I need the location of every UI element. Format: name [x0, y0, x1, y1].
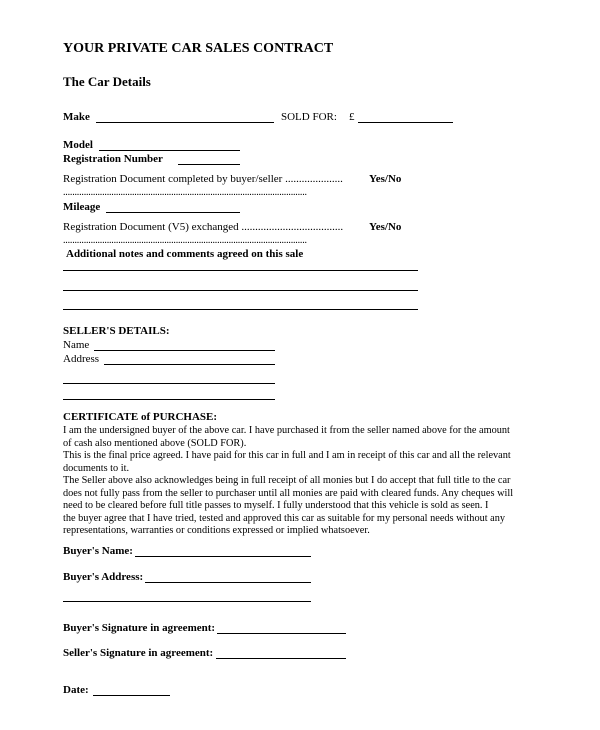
certificate-line: This is the final price agreed. I have paid for this car in full and I am in receipt of this car and all the relevant	[63, 450, 511, 461]
seller-name-field[interactable]	[94, 350, 275, 351]
notes-line[interactable]	[63, 270, 418, 271]
seller-address-line[interactable]	[63, 383, 275, 384]
buyer-address-line[interactable]	[63, 601, 311, 602]
seller-details-heading: SELLER'S DETAILS:	[63, 325, 170, 337]
certificate-line: representations, warranties or conditions expressed or implied whatsoever.	[63, 525, 370, 536]
date-field[interactable]	[93, 695, 170, 696]
buyer-name-label: Buyer's Name:	[63, 545, 133, 557]
make-field[interactable]	[96, 122, 274, 123]
model-label: Model	[63, 139, 93, 151]
car-details-heading: The Car Details	[63, 74, 151, 89]
seller-address-line[interactable]	[63, 399, 275, 400]
sold-for-label: SOLD FOR:	[281, 111, 337, 123]
sold-for-field[interactable]	[358, 122, 453, 123]
seller-signature-field[interactable]	[216, 658, 346, 659]
buyer-signature-field[interactable]	[217, 633, 346, 634]
registration-number-label: Registration Number	[63, 153, 163, 165]
certificate-line: of cash also mentioned above (SOLD FOR).	[63, 437, 247, 449]
notes-line[interactable]	[63, 309, 418, 310]
registration-document-completed: Registration Document completed by buyer/seller .....................	[63, 173, 343, 185]
seller-address-field[interactable]	[104, 364, 275, 365]
certificate-line: need to be cleared before full title passes to myself. I fully understood that this vehicle is sold as seen. I	[63, 500, 489, 511]
registration-document-v5: Registration Document (V5) exchanged .....................................	[63, 221, 344, 233]
seller-signature-label: Seller's Signature in agreement:	[63, 647, 214, 659]
certificate-heading: CERTIFICATE of PURCHASE:	[63, 411, 218, 423]
certificate-line: The Seller above also acknowledges being in full receipt of all monies but I do accept that full title to the car	[63, 475, 511, 486]
yes-no-option[interactable]: Yes/No	[369, 221, 402, 233]
buyer-name-field[interactable]	[135, 556, 311, 557]
dotted-line: ..........................................................................................................	[63, 235, 307, 246]
mileage-field[interactable]	[106, 212, 240, 213]
buyer-address-label: Buyer's Address:	[63, 571, 144, 583]
date-label: Date:	[63, 684, 89, 696]
buyer-address-field[interactable]	[145, 582, 311, 583]
additional-notes-label: Additional notes and comments agreed on this sale	[66, 248, 304, 260]
buyer-signature-label: Buyer's Signature in agreement:	[63, 622, 216, 634]
mileage-label: Mileage	[63, 201, 101, 213]
certificate-line: documents to it.	[63, 462, 130, 474]
model-field[interactable]	[99, 150, 240, 151]
registration-number-field[interactable]	[178, 164, 240, 165]
yes-no-option[interactable]: Yes/No	[369, 173, 402, 185]
seller-name-label: Name	[63, 339, 90, 351]
currency-symbol: £	[349, 111, 355, 123]
certificate-text	[63, 425, 553, 538]
certificate-line: does not fully pass from the seller to purchaser until all monies are paid with cleared funds. Any cheques will	[63, 487, 514, 499]
notes-line[interactable]	[63, 290, 418, 291]
make-label: Make	[63, 111, 90, 123]
dotted-line: ..........................................................................................................	[63, 187, 307, 198]
seller-address-label: Address	[63, 353, 100, 365]
page-title: YOUR PRIVATE CAR SALES CONTRACT	[63, 41, 334, 56]
certificate-line: I am the undersigned buyer of the above car. I have purchased it from the seller named above for the amount	[63, 425, 510, 436]
certificate-line: the buyer agree that I have tried, tested and approved this car as suitable for my personal needs without any	[63, 512, 506, 524]
